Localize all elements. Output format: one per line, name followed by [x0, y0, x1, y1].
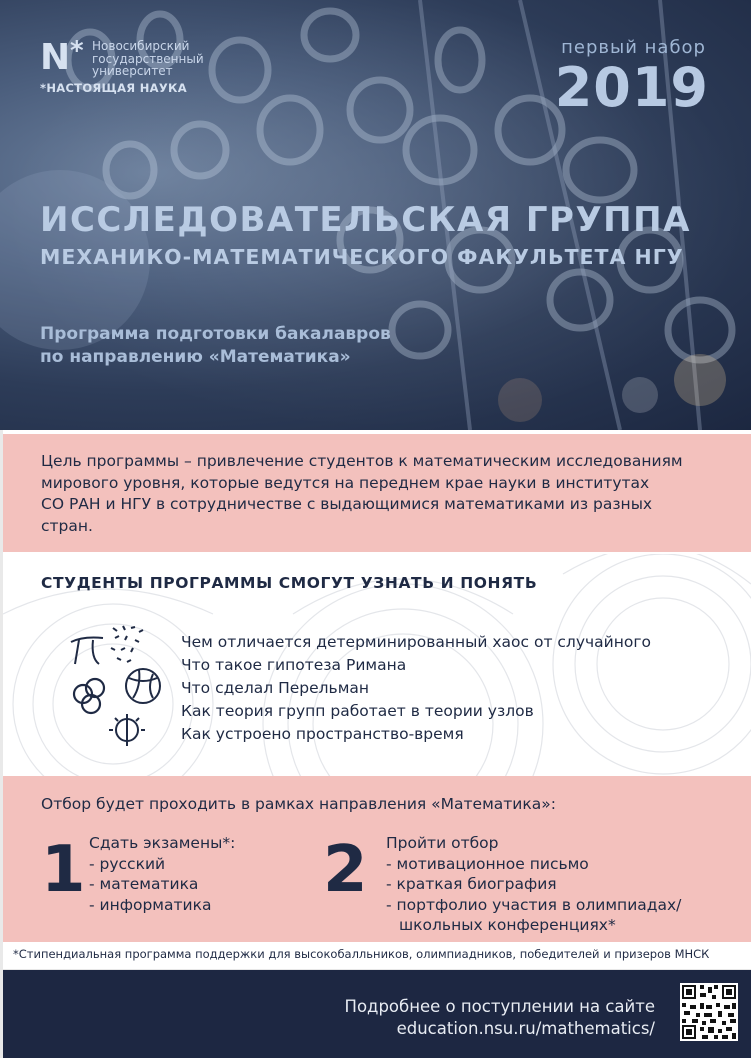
first-set-label: первый набор	[561, 37, 706, 58]
goal-line: мирового уровня, которые ведутся на переднем крае науки в институтах	[41, 473, 650, 492]
logo-star: *	[70, 36, 84, 66]
learning-item: Что такое гипотеза Римана	[181, 656, 407, 674]
logo-name-line: университет	[92, 64, 173, 78]
page-title: ИССЛЕДОВАТЕЛЬСКАЯ ГРУППА	[40, 200, 691, 240]
learning-item: Как устроено пространство-время	[181, 725, 464, 743]
phi-circle-icon	[109, 714, 145, 746]
step-selection	[386, 833, 681, 936]
step-item: - информатика	[89, 895, 212, 914]
pi-icon	[71, 638, 103, 665]
program-description	[40, 323, 540, 369]
footer	[3, 970, 751, 1058]
goal-line: стран.	[41, 516, 93, 535]
selection-section	[3, 776, 751, 942]
website-link[interactable]: education.nsu.ru/mathematics/	[396, 1018, 655, 1038]
program-line: по направлению «Математика»	[40, 347, 351, 367]
hero-banner	[0, 0, 751, 430]
step-items	[89, 854, 235, 916]
goal-line: СО РАН и НГУ в сотрудничестве с выдающимися математиками из разных	[41, 495, 653, 513]
logo-name-line: государственный	[92, 51, 204, 66]
step-title: Сдать экзамены*:	[89, 834, 236, 852]
step-title: Пройти отбор	[386, 834, 499, 852]
students-section	[3, 554, 751, 776]
step-item-continuation: школьных конференциях*	[399, 916, 616, 934]
qr-code-icon[interactable]	[680, 983, 738, 1041]
volleyball-icon	[126, 669, 160, 703]
step-item: - мотивационное письмо	[386, 854, 589, 873]
logo-mark: N	[40, 37, 71, 78]
step-item: - краткая биография	[386, 875, 557, 893]
students-heading: СТУДЕНТЫ ПРОГРАММЫ СМОГУТ УЗНАТЬ И ПОНЯТЬ	[41, 574, 538, 592]
step-item: - математика	[89, 875, 199, 893]
logo-university-name	[92, 40, 242, 78]
learning-list	[181, 631, 651, 746]
year-label: 2019	[554, 56, 709, 119]
learning-item: Как теория групп работает в теории узлов	[181, 702, 534, 720]
footer-line: Подробнее о поступлении на сайте	[344, 997, 655, 1016]
logo-tagline: *НАСТОЯЩАЯ НАУКА	[40, 81, 187, 95]
program-line: Программа подготовки бакалавров	[40, 324, 391, 344]
program-goal	[3, 434, 751, 552]
footer-text	[345, 996, 655, 1039]
step-item: - портфолио участия в олимпиадах/	[386, 895, 682, 914]
step-number: 2	[323, 833, 368, 907]
footnote: *Стипендиальная программа поддержки для высокобалльников, олимпиадников, победителей и призеров МНСК	[3, 942, 751, 970]
step-item: - русский	[89, 854, 166, 873]
page-subtitle: МЕХАНИКО-МАТЕМАТИЧЕСКОГО ФАКУЛЬТЕТА НГУ	[40, 245, 684, 269]
step-exams	[89, 833, 235, 915]
learning-item: Что сделал Перельман	[181, 679, 370, 697]
logo-name-line: Новосибирский	[92, 39, 190, 53]
scatter-dots-icon	[111, 626, 143, 662]
goal-line: Цель программы – привлечение студентов к математическим исследованиям	[41, 452, 683, 470]
step-number: 1	[41, 833, 86, 907]
selection-intro: Отбор будет проходить в рамках направления «Математика»:	[41, 795, 556, 813]
students-icons	[63, 622, 173, 752]
knot-icon	[74, 679, 104, 713]
learning-item: Чем отличается детерминированный хаос от случайного	[181, 633, 651, 651]
step-items	[386, 854, 681, 936]
